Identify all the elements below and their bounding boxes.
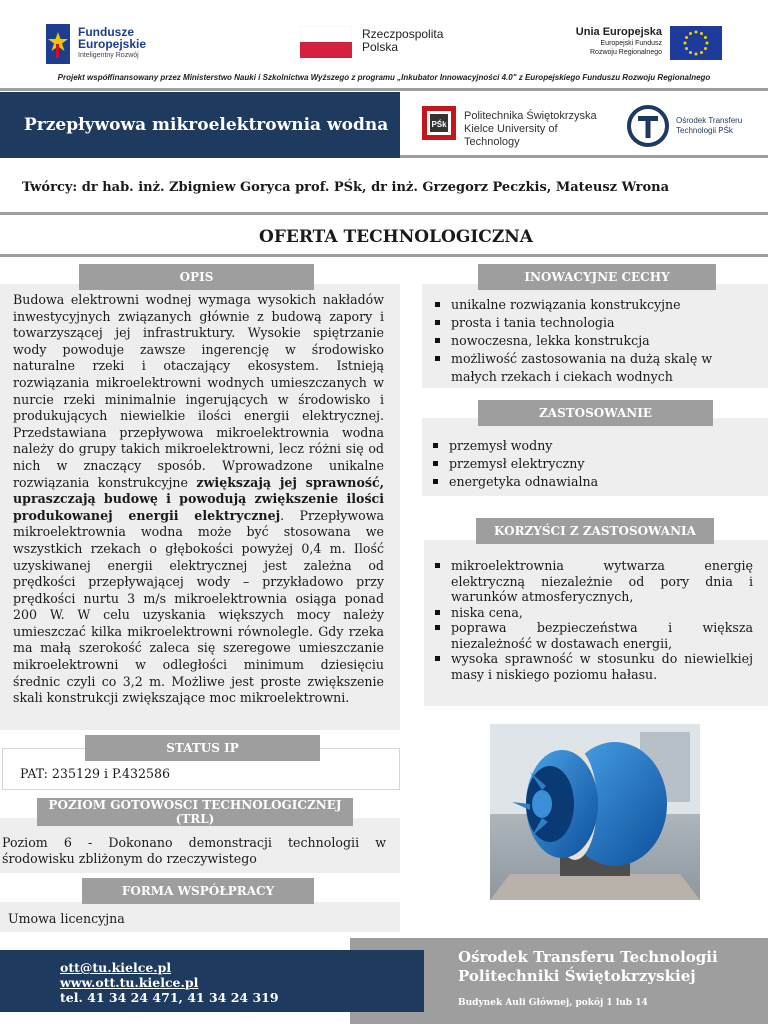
footer-org-line2: Politechniki Świętokrzyskiej — [458, 967, 696, 985]
trl-label: POZIOM GOTOWOSCI TECHNOLOGICZNEJ (TRL) — [37, 798, 353, 826]
polish-flag-icon — [300, 26, 352, 58]
status-ip-label: STATUS IP — [85, 735, 320, 761]
opis-bold-phrase: zwiększają jej sprawność, upraszczają budowę i powodują zwiększenie ilości produkowanej energii elektrycznej — [13, 474, 384, 523]
list-item: nowoczesna, lekka konstrukcja — [433, 332, 753, 350]
ue-line3: Rozwoju Regionalnego — [590, 49, 662, 56]
list-item: energetyka odnawialna — [431, 473, 751, 491]
turbine-image — [490, 724, 700, 900]
unia-europejska-logo — [566, 26, 726, 66]
rp-line2: Polska — [362, 40, 399, 54]
ue-line1: Unia Europejska — [575, 26, 662, 38]
ue-line2: Europejski Fundusz — [600, 40, 662, 47]
top-rule — [0, 88, 768, 91]
opis-label: OPIS — [79, 264, 314, 290]
zastosowanie-label: ZASTOSOWANIE — [478, 400, 713, 426]
fe-line1: Fundusze — [78, 25, 134, 39]
offer-title: OFERTA TECHNOLOGICZNA — [259, 227, 533, 247]
list-item: wysoka sprawność w stosunku do niewielkiej masy i niskiego poziomu hałasu. — [433, 651, 753, 682]
politechnika-logo — [422, 106, 612, 146]
ott-emblem-icon — [626, 104, 670, 148]
list-item: niska cena, — [433, 605, 753, 621]
fe-line3: Inteligentny Rozwój — [78, 52, 139, 59]
forma-label: FORMA WSPÓŁPRACY — [82, 878, 314, 904]
footer-org-line1: Ośrodek Transferu Technologii — [458, 948, 718, 966]
psk-line2: Kielce University of Technology — [464, 123, 558, 148]
svg-text:PŚk: PŚk — [431, 120, 447, 129]
zastosowanie-list — [431, 437, 751, 491]
eu-flag-icon — [670, 26, 722, 60]
psk-line1: Politechnika Świętokrzyska — [464, 110, 597, 122]
page-title: Przepływowa mikroelektrownia wodna — [24, 115, 389, 135]
opis-text — [13, 292, 384, 707]
funding-note: Projekt współfinansowany przez Ministerstwo Nauki i Szkolnictwa Wyższego z programu „Inkubator Innowacyjności 4.0" z Europejskiego Funduszu Rozwoju Regionalnego — [57, 73, 711, 82]
ott-logo — [626, 104, 756, 150]
authors: Twórcy: dr hab. inż. Zbigniew Goryca prof. PŚk, dr inż. Grzegorz Peczkis, Mateusz Wrona — [22, 180, 669, 195]
list-item: przemysł elektryczny — [431, 455, 751, 473]
list-item: mikroelektrownia wytwarza energię elektryczną niezależnie od pory dnia i warunków atmosferycznych, — [433, 558, 753, 605]
fe-line2: Europejskie — [78, 37, 147, 51]
korzysci-label: KORZYŚCI Z ZASTOSOWANIA — [476, 518, 714, 544]
website-link[interactable]: www.ott.tu.kielce.pl — [60, 975, 199, 990]
list-item: możliwość zastosowania na dużą skalę w małych rzekach i ciekach wodnych — [433, 350, 753, 386]
status-ip-value: PAT: 235129 i P.432586 — [20, 766, 171, 781]
innowacyjne-list — [433, 296, 753, 386]
fundusze-europejskie-logo — [46, 24, 166, 66]
offer-rule — [0, 254, 768, 257]
korzysci-list — [433, 558, 753, 682]
authors-rule — [0, 212, 768, 215]
rp-line1: Rzeczpospolita — [362, 27, 444, 41]
list-item: przemysł wodny — [431, 437, 751, 455]
contact-block — [0, 950, 424, 1012]
list-item: poprawa bezpieczeństwa i większa niezależność w dostawach energii, — [433, 620, 753, 651]
innowacyjne-label: INOWACYJNE CECHY — [478, 264, 716, 290]
product-photo — [490, 724, 700, 900]
list-item: prosta i tania technologia — [433, 314, 753, 332]
title-rule — [400, 155, 768, 158]
trl-value: Poziom 6 - Dokonano demonstracji technologii w środowisku zbliżonym do rzeczywistego — [2, 835, 386, 866]
ott-line1: Ośrodek Transferu — [676, 116, 743, 125]
list-item: unikalne rozwiązania konstrukcyjne — [433, 296, 753, 314]
email-link[interactable]: ott@tu.kielce.pl — [60, 960, 172, 975]
fe-star-icon — [46, 24, 70, 64]
opis-paragraph-1: Budowa elektrowni wodnej wymaga wysokich nakładów inwestycyjnych związanych głównie z budową zapory i towarzyszącej jej infrastruktury. Wysokie spiętrzanie wody powoduje zawsze ingerencję w środowisko naturalne rzeki i otaczający ekosystem. Istnieją rozwiązania mikroelektrowni wodnych umieszczanych w nurcie rzeki minimalnie ingerujących w środowisko i produkujących niewielkie ilości energii elektrycznej. Przedstawiana przepływowa mikroelektrownia wodna należy do grupy takich mikroelektrowni, lecz różni się od nich w znaczący sposób. Wprowadzone unikalne rozwiązania konstrukcyjne — [13, 292, 384, 490]
psk-emblem-icon — [422, 106, 456, 140]
footer-address: Budynek Auli Głównej, pokój 1 lub 14 — [458, 998, 648, 1008]
phone-text: tel. 41 34 24 471, 41 34 24 319 — [60, 990, 279, 1005]
title-bar — [0, 92, 400, 158]
rzeczpospolita-logo — [300, 26, 460, 62]
forma-value: Umowa licencyjna — [8, 911, 125, 926]
opis-paragraph-2: . Przepływowa mikroelektrownia wodna może być stosowana we wszystkich rzekach o głębokości powyżej 0,4 m. Ilość uzyskiwanej energii elektrycznej jest zależna od prędkości przepływającej wody – przykładowo przy prędkości nurtu 3 m/s mikroelektrownia osiąga ponad 200 W. W celu uzyskania większych mocy należy umieszczać kilka mikroelektrowni równolegle. Gdy rzeka ma małą szerokość zaleca się szeregowe umieszczanie mikroelektrowni w odległości minimum dziesięciu średnic czyli co 3,2 m. Możliwe jest proste zwiększenie skali konstrukcji zwiększające moc mikroelektrowni. — [13, 507, 384, 706]
ott-line2: Technologii PŚk — [676, 126, 733, 135]
